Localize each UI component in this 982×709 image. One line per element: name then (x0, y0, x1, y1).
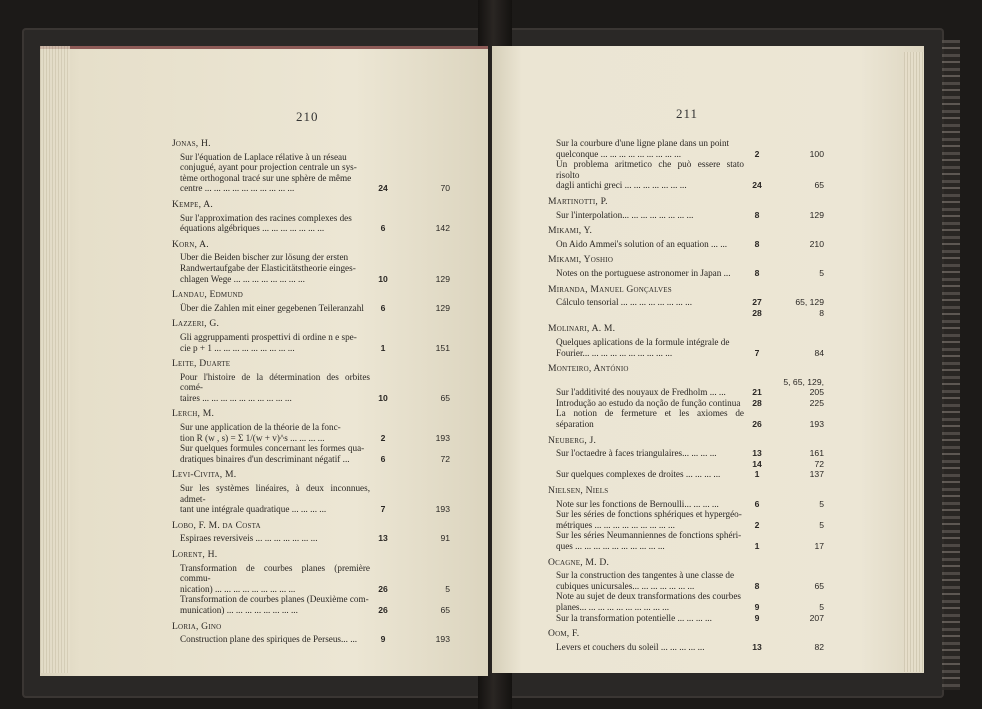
entry-title (172, 443, 370, 464)
entry-title-line: cie p + 1 ... ... ... ... ... ... ... ... ... (180, 342, 295, 353)
entry-page: 5 (819, 601, 824, 612)
entry-page: 129 (435, 302, 450, 313)
entry-title-line: Espiraes reversiveis ... ... ... ... ... ... ... (180, 533, 318, 544)
entry-volume: 13 (752, 641, 762, 652)
entry-title (172, 252, 370, 284)
index-entry-row (548, 138, 824, 159)
entry-volume: 24 (378, 183, 388, 194)
entry-volume: 6 (380, 453, 386, 464)
index-author: Mikami, Yoshio (548, 254, 614, 266)
index-entry-row (172, 634, 450, 645)
entry-page: 5 (445, 583, 450, 594)
index-author: Nielsen, Niels (548, 485, 609, 497)
entry-title (548, 448, 744, 459)
entry-title-line: munication) ... ... ... ... ... ... ... ... (180, 604, 298, 615)
entry-title (548, 469, 744, 480)
entry-volume: 8 (754, 238, 760, 249)
entry-title-line: Über die Zahlen mit einer gegebenen Teileranzahl (180, 302, 364, 313)
entry-volume: 8 (754, 580, 760, 591)
entry-page: 65 (814, 580, 824, 591)
entry-title-line: Sur la transformation potentielle ... ... ... ... (556, 612, 712, 623)
page-number-left: 210 (296, 109, 319, 124)
entry-title-line: ques ... ... ... ... ... ... ... ... ... ... (556, 541, 665, 551)
entry-title (548, 570, 744, 591)
index-entry-row (172, 152, 450, 194)
entry-title (172, 372, 370, 404)
entry-volume: 26 (378, 604, 388, 615)
entry-title-line: quelconque ... ... ... ... ... ... ... ... ... (556, 148, 682, 159)
entry-title-line: Sur les séries de fonctions sphériques et hypergéo- (556, 509, 742, 520)
index-author: Lazzeri, G. (172, 318, 220, 330)
entry-page: 72 (814, 458, 824, 469)
index-entry-row (548, 297, 824, 308)
entry-page: 65, 129 (795, 297, 824, 308)
index-entry-row (548, 642, 824, 653)
entry-title-line: Fourier... ... ... ... ... ... ... ... ... ... (556, 347, 673, 358)
entry-page: 70 (440, 183, 450, 194)
entry-page: 151 (435, 342, 450, 353)
entry-title-line: Sur quelques complexes de droites ... ... ... ... (556, 469, 721, 480)
entry-title-line: Transformation de courbes planes (Deuxième com- (180, 594, 369, 605)
entry-title-line: Cálculo tensorial ... ... ... ... ... ... ... ... (556, 297, 693, 308)
index-entry-row (172, 563, 450, 595)
entry-title (548, 408, 744, 429)
index-entry-row (548, 210, 824, 221)
entry-volume: 28 (752, 307, 762, 318)
entry-volume: 10 (378, 273, 388, 284)
index-author: Korn, A. (172, 238, 209, 250)
entry-title-line: Uber die Beiden bischer zur lösung der ersten (180, 252, 349, 263)
entry-page: 193 (435, 634, 450, 645)
entry-title-line: Sur la courbure d'une ligne plane dans un point (556, 138, 730, 148)
index-entry-row (548, 509, 824, 530)
entry-volume: 1 (754, 469, 760, 480)
entry-page: 65 (440, 604, 450, 615)
entry-title (548, 138, 744, 159)
entry-title-line: centre ... ... ... ... ... ... ... ... ... ... (180, 183, 295, 194)
entry-volume: 24 (752, 180, 762, 191)
entry-volume: 10 (378, 392, 388, 403)
entry-page: 8 (819, 307, 824, 318)
entry-volume: 26 (752, 419, 762, 430)
entry-title-line: La notion de fermeture et les axiomes de séparation (556, 408, 744, 430)
index-entry-row (548, 308, 824, 319)
entry-title-line (556, 459, 744, 470)
entry-title-line: Un problema aritmetico che può essere stato risolto (556, 159, 744, 180)
entry-title (548, 387, 744, 398)
entry-title-line (556, 308, 744, 319)
index-entry-row (548, 398, 824, 409)
index-author: Neuberg, J. (548, 434, 597, 446)
index-author: Lobo, F. M. da Costa (172, 519, 261, 531)
left-index-entries (172, 133, 450, 645)
index-entry-row (172, 594, 450, 615)
index-author: Ocagne, M. D. (548, 556, 610, 568)
entry-title (172, 152, 370, 194)
entry-title-line: Notes on the portuguese astronomer in Japan ... (556, 267, 731, 278)
index-author: Leite, Duarte (172, 358, 231, 370)
entry-title-line: cubiques unicursales... ... ... ... ... ... ... (556, 580, 695, 591)
index-author: Jonas, H. (172, 138, 211, 149)
entry-volume: 26 (378, 583, 388, 594)
entry-page: 161 (809, 448, 824, 459)
entry-title-line: planes... ... ... ... ... ... ... ... ... ... (556, 601, 670, 612)
entry-title-line: Sur les séries Neumanniennes de fonctions sphéri- (556, 530, 742, 541)
entry-title (548, 613, 744, 624)
entry-title-line: Sur l'interpolation... ... ... ... ... ... ... ... (556, 209, 694, 220)
page-edges-left (40, 46, 70, 673)
index-author: Martinotti, P. (548, 195, 608, 207)
entry-title-line: Gli aggruppamenti prospettivi di ordine n e spe- (180, 331, 357, 342)
entry-title-line: Introdução ao estudo da noção de função continua (556, 397, 741, 408)
entry-title-line: Transformation de courbes planes (première commu- (180, 562, 370, 584)
entry-volume: 1 (754, 541, 760, 551)
entry-volume: 13 (752, 448, 762, 459)
entry-title-line: Sur l'additivité des nouyaux de Fredholm ... ... (556, 387, 726, 398)
entry-page: 5 (819, 267, 824, 278)
entry-title-line: Sur l'équation de Laplace rélative à un réseau (180, 151, 347, 162)
index-author: Lerch, M. (172, 408, 215, 420)
index-entry-row (172, 483, 450, 515)
entry-page: 91 (440, 533, 450, 544)
index-author: Loria, Gino (172, 620, 222, 632)
entry-page: 65 (814, 180, 824, 191)
entry-title-line: Sur quelques formules concernant les formes qua- (180, 443, 365, 454)
index-entry-row (548, 591, 824, 612)
entry-title-line: chlagen Wege ... ... ... ... ... ... ... ... (180, 273, 305, 284)
entry-title-line: Construction plane des spiriques de Perseus... ... (180, 634, 358, 645)
entry-page: 5 (819, 519, 824, 530)
entry-title-line: Sur une application de la théorie de la fonc- (180, 422, 341, 433)
entry-title (548, 337, 744, 358)
entry-title (548, 509, 744, 530)
index-author: Kempe, A. (172, 198, 213, 210)
entry-title-line: tème orthogonal tracé sur une sphère de même (180, 172, 352, 183)
entry-volume: 27 (752, 297, 762, 308)
entry-title (548, 591, 744, 612)
index-entry-row (548, 469, 824, 480)
entry-title-line: Randwertaufgabe der Elasticitätstheorie einges- (180, 262, 356, 273)
entry-page: 210 (809, 238, 824, 249)
entry-volume: 28 (752, 397, 762, 408)
index-entry-row (548, 408, 824, 429)
index-entry-row (172, 303, 450, 314)
entry-title-line: tant une intégrale quadratique ... ... ... ... (180, 504, 327, 515)
entry-title (172, 332, 370, 353)
index-entry-row (172, 533, 450, 544)
index-entry-row (172, 372, 450, 404)
entry-page: 142 (435, 223, 450, 234)
entry-title (548, 210, 744, 221)
index-entry-row (548, 448, 824, 459)
entry-title-line: Levers et couchers du soleil ... ... ... ... ... (556, 641, 705, 652)
entry-volume: 7 (754, 347, 760, 358)
entry-title (548, 459, 744, 470)
entry-page: 207 (809, 612, 824, 623)
index-author: Landau, Edmund (172, 289, 244, 301)
index-entry-row (548, 570, 824, 591)
left-page (40, 46, 488, 676)
entry-title (548, 308, 744, 319)
entry-page: 137 (809, 469, 824, 480)
entry-volume: 21 (752, 387, 762, 398)
entry-title (172, 533, 370, 544)
entry-title-line: nication) ... ... ... ... ... ... ... ... ... (180, 583, 296, 594)
entry-volume: 7 (380, 504, 386, 515)
entry-title (172, 563, 370, 595)
index-author: Oom, F. (548, 628, 580, 640)
entry-volume: 6 (380, 223, 386, 234)
entry-title (548, 159, 744, 191)
index-author: Monteiro, António (548, 363, 629, 375)
entry-page: 84 (814, 347, 824, 358)
entry-volume: 1 (380, 342, 386, 353)
entry-title (548, 642, 744, 653)
index-entry-row (548, 613, 824, 624)
entry-title-line: Sur l'octaedre à faces triangulaires... ... ... ... (556, 448, 717, 459)
entry-title (548, 268, 744, 279)
entry-title-line: On Aido Ammei's solution of an equation ... ... (556, 238, 728, 249)
entry-page: 225 (809, 397, 824, 408)
index-entry-row (548, 530, 824, 551)
index-entry-row (172, 252, 450, 284)
index-entry-row (172, 422, 450, 443)
entry-title-line: Pour l'histoire de la détermination des orbites comé- (180, 371, 370, 393)
entry-page: 65 (440, 392, 450, 403)
right-page (492, 46, 924, 673)
page-number-right: 211 (676, 106, 699, 121)
entry-title-line: taires ... ... ... ... ... ... ... ... ... ... (180, 392, 292, 403)
entry-page: 193 (435, 504, 450, 515)
entry-title-line: Note sur les fonctions de Bernoulli... ... ... ... (556, 498, 719, 509)
index-author: Levi-Civita, M. (172, 469, 237, 481)
entry-title-line: dratiques binaires d'un descriminant négatif ... (180, 453, 350, 464)
entry-title-line: Sur l'approximation des racines complexes des (180, 212, 352, 223)
entry-title-line: métriques ... ... ... ... ... ... ... ... ... (556, 519, 675, 530)
cover-edge (942, 40, 960, 690)
entry-volume: 14 (752, 458, 762, 469)
entry-title (548, 398, 744, 409)
entry-volume: 8 (754, 209, 760, 220)
index-author: Mikami, Y. (548, 225, 593, 237)
entry-title-line: conjugué, ayant pour projection centrale un sys- (180, 162, 357, 173)
entry-title-line: Note au sujet de deux transformations des courbes (556, 591, 741, 602)
entry-page: 193 (809, 419, 824, 430)
entry-page: 5, 65, 129, 205 (783, 376, 824, 398)
entry-title-line: équations algébriques ... ... ... ... ... ... ... (180, 223, 325, 234)
entry-title (548, 297, 744, 308)
index-author: Lorent, H. (172, 549, 218, 560)
index-entry-row (172, 443, 450, 464)
right-index-entries (548, 138, 824, 652)
entry-title (172, 483, 370, 515)
index-entry-row (548, 459, 824, 470)
entry-volume: 2 (754, 519, 760, 530)
entry-volume: 9 (380, 634, 386, 645)
index-entry-row (548, 239, 824, 250)
entry-title-line: Quelques aplications de la formule intégrale de (556, 336, 730, 347)
entry-title-line: dagli antichi greci ... ... ... ... ... ... ... (556, 180, 687, 191)
entry-page: 129 (435, 273, 450, 284)
entry-page: 5 (819, 498, 824, 509)
index-entry-row (548, 377, 824, 398)
entry-title (548, 499, 744, 510)
entry-title-line: Sur la construction des tangentes à une classe de (556, 570, 735, 581)
entry-page: 129 (809, 209, 824, 220)
index-entry-row (548, 268, 824, 279)
entry-page: 100 (809, 148, 824, 159)
entry-title (548, 239, 744, 250)
entry-volume: 13 (378, 533, 388, 544)
entry-title (172, 213, 370, 234)
entry-title (548, 530, 744, 551)
entry-title (172, 594, 370, 615)
entry-volume: 2 (380, 432, 386, 443)
entry-title (172, 422, 370, 443)
entry-title (172, 634, 370, 645)
entry-volume: 9 (754, 601, 760, 612)
entry-title (172, 303, 370, 314)
entry-title-line: tion R (w , s) = Σ 1/(w + v)^s ... ... ... ... (180, 432, 325, 443)
entry-page: 193 (435, 432, 450, 443)
index-entry-row (548, 499, 824, 510)
index-author: Molinari, A. M. (548, 323, 616, 335)
index-author: Miranda, Manuel Gonçalves (548, 283, 672, 295)
index-entry-row (548, 337, 824, 358)
page-edges-right (904, 52, 924, 672)
entry-volume: 2 (754, 148, 760, 159)
entry-page: 72 (440, 453, 450, 464)
index-entry-row (548, 159, 824, 191)
entry-volume: 9 (754, 612, 760, 623)
entry-title-line: Sur les systèmes linéaires, à deux inconnues, admet- (180, 483, 370, 504)
entry-volume: 6 (380, 302, 386, 313)
index-entry-row (172, 332, 450, 353)
entry-page: 17 (814, 541, 824, 551)
index-entry-row (172, 213, 450, 234)
entry-volume: 8 (754, 267, 760, 278)
entry-volume: 6 (754, 498, 760, 509)
entry-page: 82 (814, 641, 824, 652)
